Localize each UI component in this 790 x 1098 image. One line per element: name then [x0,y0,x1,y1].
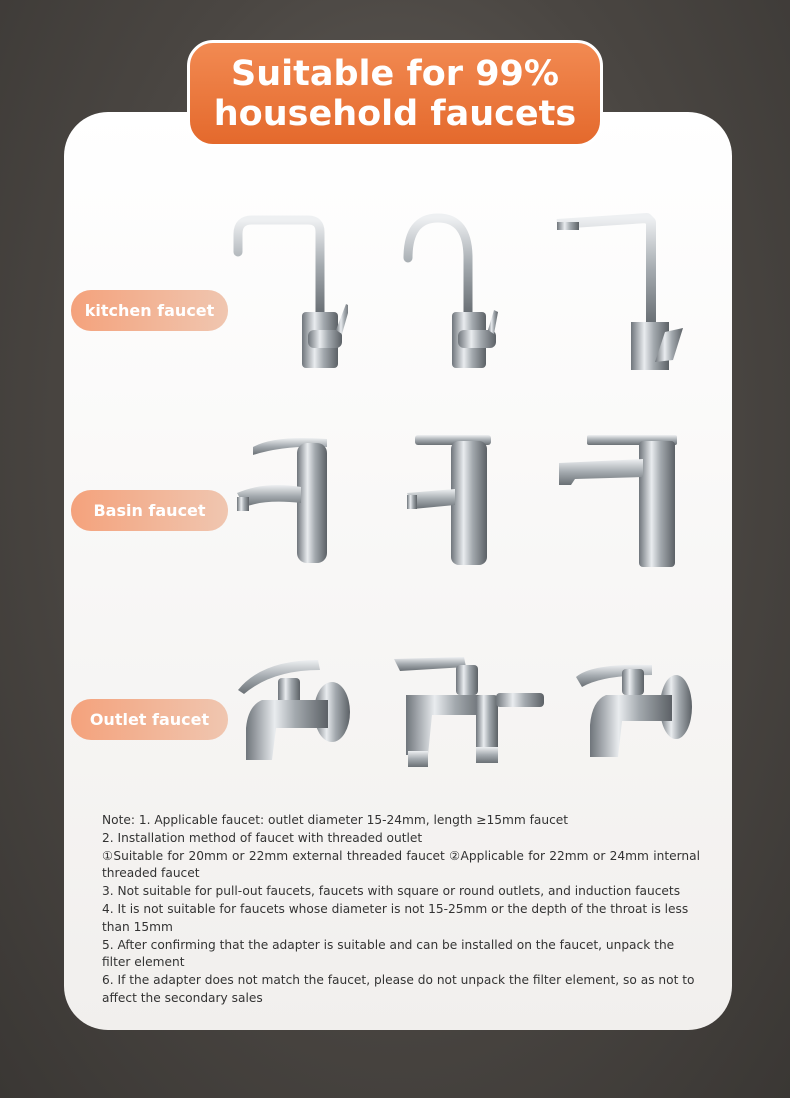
note-line-5: 4. It is not suitable for faucets whose diameter is not 15-25mm or the depth of the throat is less than 15mm [102,901,689,934]
category-label: Basin faucet [93,501,206,520]
outlet-faucet-image-1 [232,650,357,770]
outlet-faucet-image-2 [392,655,547,770]
category-label: kitchen faucet [84,301,215,320]
basin-faucet-image-2 [405,433,495,568]
outlet-faucet-image-3 [572,655,697,765]
installation-notes [102,812,700,1008]
note-line-3: ①Suitable for 20mm or 22mm external threaded faucet ②Applicable for 22mm or 24mm internal threaded faucet [102,848,700,881]
title-line-1: Suitable for 99% [231,53,559,94]
kitchen-faucet-image-2 [400,212,510,372]
basin-faucet-image-3 [557,433,687,568]
category-kitchen-faucet [71,290,228,331]
category-outlet-faucet [71,699,228,740]
kitchen-faucet-image-3 [555,212,685,372]
note-line-4: 3. Not suitable for pull-out faucets, faucets with square or round outlets, and induction faucets [102,884,681,899]
kitchen-faucet-image-1 [228,212,348,372]
note-line-6: 5. After confirming that the adapter is suitable and can be installed on the faucet, unpack the filter element [102,937,675,970]
note-line-1: Note: 1. Applicable faucet: outlet diameter 15-24mm, length ≥15mm faucet [102,813,569,827]
note-line-7: 6. If the adapter does not match the faucet, please do not unpack the filter element, so as not to affect the secondary sales [102,973,695,1005]
category-basin-faucet [71,490,228,531]
note-line-2: 2. Installation method of faucet with threaded outlet [102,830,423,845]
basin-faucet-image-1 [235,433,335,568]
title-banner [187,40,603,147]
title-line-2: household faucets [213,93,577,134]
category-label: Outlet faucet [89,710,210,729]
